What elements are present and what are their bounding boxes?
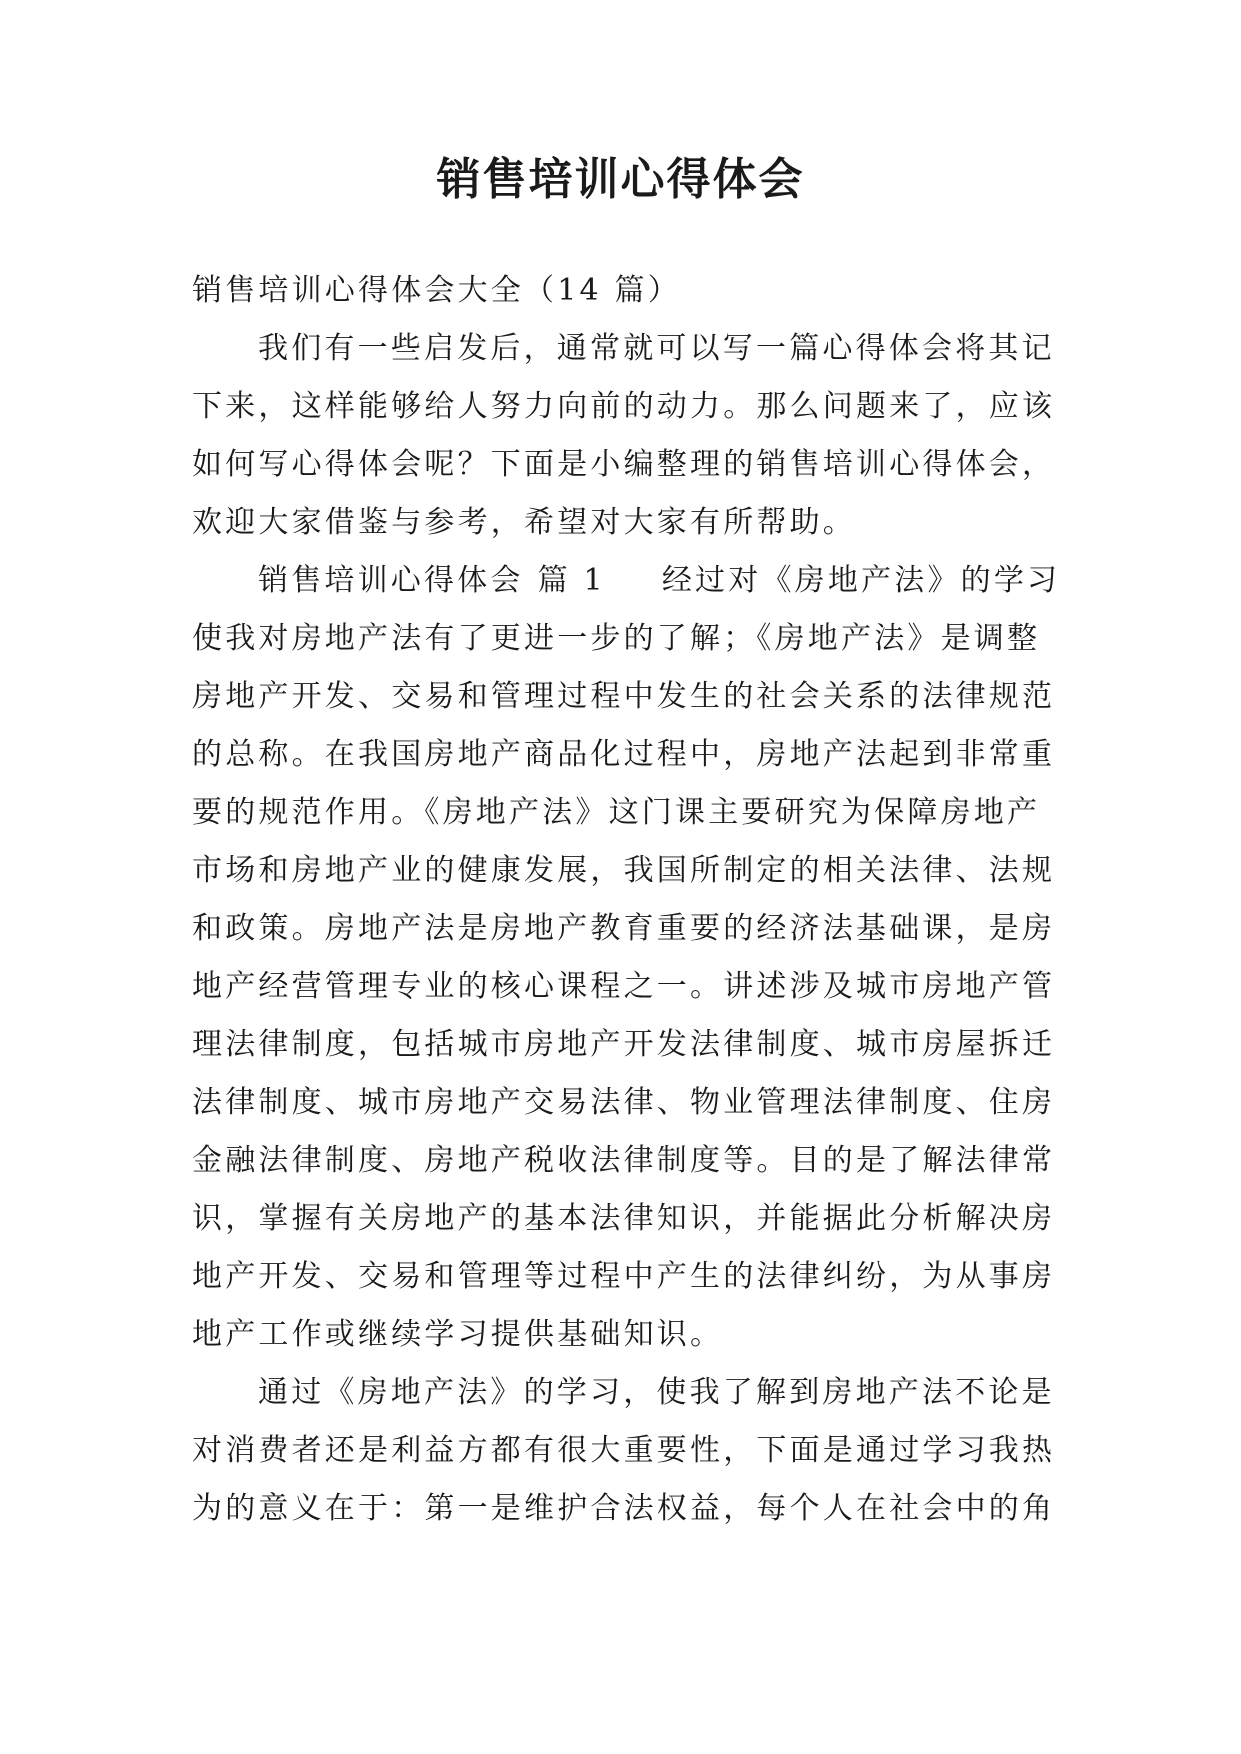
section-1-line: 房地产开发、交易和管理过程中发生的社会关系的法律规范 [192, 679, 1056, 714]
section-1-line: 市场和房地产业的健康发展，我国所制定的相关法律、法规 [192, 853, 1056, 888]
section-1-heading: 销售培训心得体会 [258, 563, 524, 598]
section-1-line: 地产开发、交易和管理等过程中产生的法律纠纷，为从事房 [192, 1259, 1056, 1294]
section-1-line: 金融法律制度、房地产税收法律制度等。目的是了解法律常 [192, 1143, 1056, 1178]
document-subtitle: 销售培训心得体会大全（14 篇） [192, 273, 681, 308]
section-1-line: 要的规范作用。《房地产法》这门课主要研究为保障房地产 [192, 795, 1041, 830]
section-1-line: 的总称。在我国房地产商品化过程中，房地产法起到非常重 [192, 737, 1056, 772]
intro-line: 我们有一些启发后，通常就可以写一篇心得体会将其记 [258, 331, 1055, 366]
paragraph-2-line: 通过《房地产法》的学习，使我了解到房地产法不论是 [258, 1375, 1055, 1410]
section-1-first-text: 经过对《房地产法》的学习 [661, 563, 1061, 598]
section-1-line: 地产经营管理专业的核心课程之一。讲述涉及城市房地产管 [192, 969, 1056, 1004]
section-1-label: 篇 1 [537, 563, 606, 598]
document-title: 销售培训心得体会 [436, 154, 805, 205]
section-1-line: 使我对房地产法有了更进一步的了解；《房地产法》是调整 [192, 621, 1041, 656]
paragraph-2-line: 为的意义在于：第一是维护合法权益，每个人在社会中的角 [192, 1491, 1056, 1526]
intro-line: 下来，这样能够给人努力向前的动力。那么问题来了，应该 [192, 389, 1056, 424]
section-1-first-line [192, 552, 1072, 610]
section-1-line: 法律制度、城市房地产交易法律、物业管理法律制度、住房 [192, 1085, 1056, 1120]
intro-line: 如何写心得体会呢？下面是小编整理的销售培训心得体会， [192, 447, 1056, 482]
document-body [192, 262, 1072, 1538]
intro-line: 欢迎大家借鉴与参考，希望对大家有所帮助。 [192, 505, 856, 540]
section-1-line: 地产工作或继续学习提供基础知识。 [192, 1317, 724, 1352]
section-1-line: 和政策。房地产法是房地产教育重要的经济法基础课，是房 [192, 911, 1056, 946]
section-1-line: 识，掌握有关房地产的基本法律知识，并能据此分析解决房 [192, 1201, 1056, 1236]
paragraph-2-line: 对消费者还是利益方都有很大重要性，下面是通过学习我热 [192, 1433, 1056, 1468]
section-1-line: 理法律制度，包括城市房地产开发法律制度、城市房屋拆迁 [192, 1027, 1056, 1062]
